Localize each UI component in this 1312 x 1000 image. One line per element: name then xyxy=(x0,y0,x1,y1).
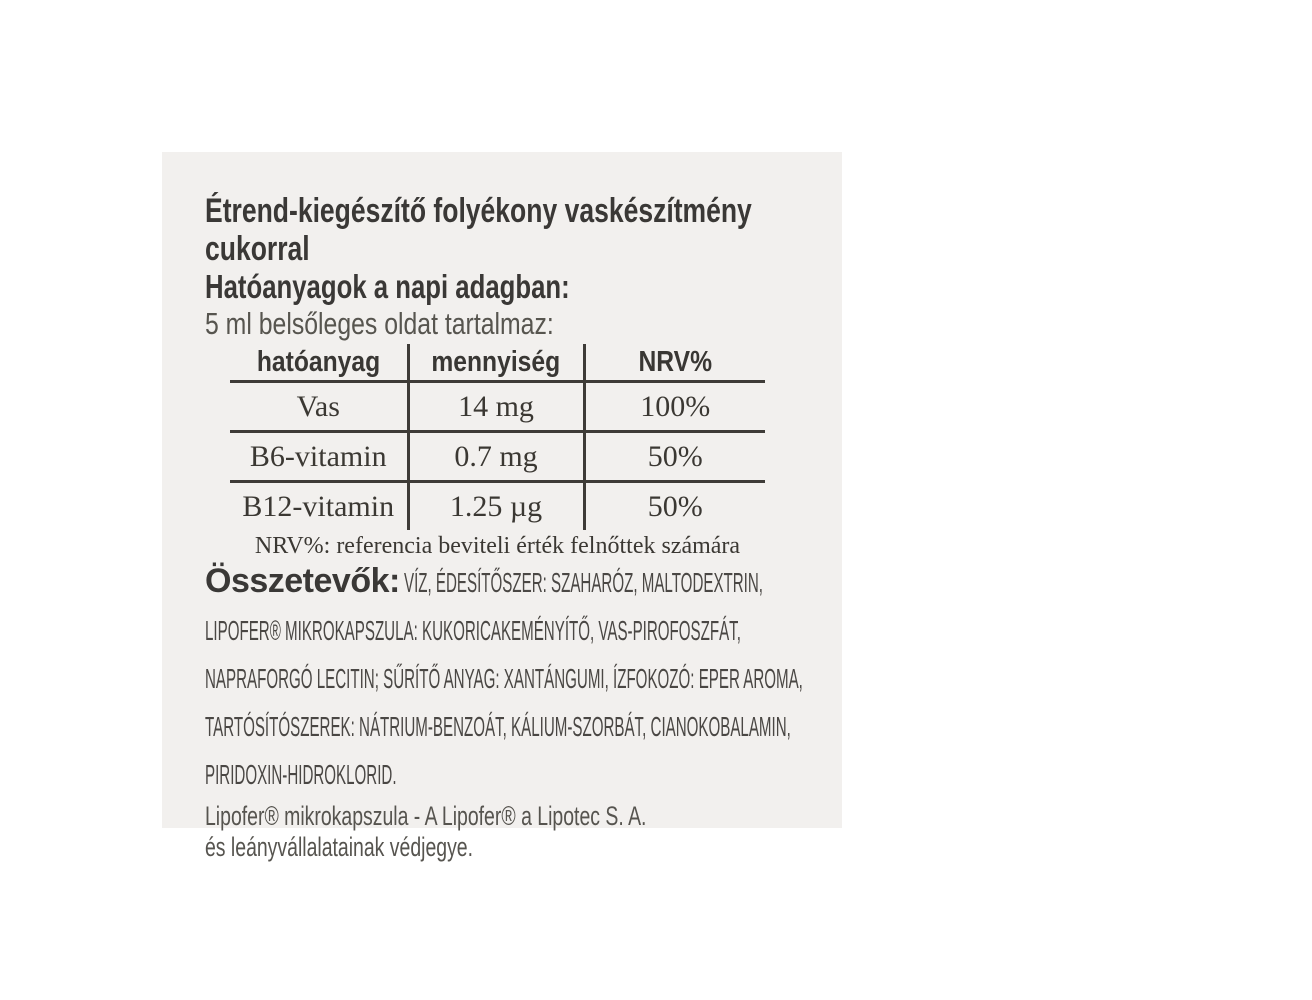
ingredients-text: NAPRAFORGÓ LECITIN; SŰRÍTŐ ANYAG: XANTÁNGUMI, ÍZFOKOZÓ: EPER AROMA, xyxy=(205,663,803,694)
trademark-line1: Lipofer® mikrokapszula - A Lipofer® a Lipotec S. A. xyxy=(205,801,647,831)
ingredients-line xyxy=(205,657,814,705)
nrv-footnote: NRV%: referencia beviteli érték felnőttek számára xyxy=(254,533,741,559)
cell-substance: B6-vitamin xyxy=(230,432,408,482)
ingredients-text: VÍZ, ÉDESÍTŐSZER: SZAHARÓZ, MALTODEXTRIN, xyxy=(404,567,764,598)
header-cell-substance: hatóanyag xyxy=(230,344,408,382)
product-title xyxy=(205,192,814,268)
trademark-line2: és leányvállalatainak védjegye. xyxy=(205,832,474,862)
ingredients-text: TARTÓSÍTÓSZEREK: NÁTRIUM-BENZOÁT, KÁLIUM-SZORBÁT, CIANOKOBALAMIN, xyxy=(205,711,791,742)
header-cell-nrv: NRV% xyxy=(638,345,713,378)
table-row xyxy=(230,432,765,482)
cell-substance: B12-vitamin xyxy=(230,482,408,531)
ingredients-section xyxy=(205,560,814,801)
cell-substance: Vas xyxy=(230,382,408,432)
ingredients-line xyxy=(205,560,814,609)
ingredients-label: Összetevők: xyxy=(205,562,400,600)
product-title-line2: cukorral xyxy=(205,230,310,268)
active-ingredients-heading: Hatóanyagok a napi adagban: xyxy=(205,268,570,305)
table-row xyxy=(230,482,765,531)
cell-nrv: 100% xyxy=(640,389,711,423)
cell-amount: 0.7 mg xyxy=(408,432,584,482)
trademark-note xyxy=(205,801,814,863)
header-cell-amount: mennyiség xyxy=(408,344,584,382)
table-header-row xyxy=(230,344,765,382)
ingredients-line xyxy=(205,705,814,753)
cell-amount: 14 mg xyxy=(408,382,584,432)
dose-note: 5 ml belsőleges oldat tartalmaz: xyxy=(205,306,554,341)
ingredients-line xyxy=(205,753,814,801)
ingredients-line xyxy=(205,609,814,657)
cell-nrv: 50% xyxy=(647,489,703,523)
cell-nrv: 50% xyxy=(647,439,703,473)
label-panel xyxy=(162,152,842,862)
active-ingredients-table xyxy=(230,344,765,530)
ingredients-text: LIPOFER® MIKROKAPSZULA: KUKORICAKEMÉNYÍTŐ, VAS-PIROFOSZFÁT, xyxy=(205,615,741,646)
ingredients-text: PIRIDOXIN-HIDROKLORID. xyxy=(205,759,397,790)
cell-amount: 1.25 µg xyxy=(408,482,584,531)
table-row xyxy=(230,382,765,432)
product-title-line1: Étrend-kiegészítő folyékony vaskészítmény xyxy=(205,192,752,230)
